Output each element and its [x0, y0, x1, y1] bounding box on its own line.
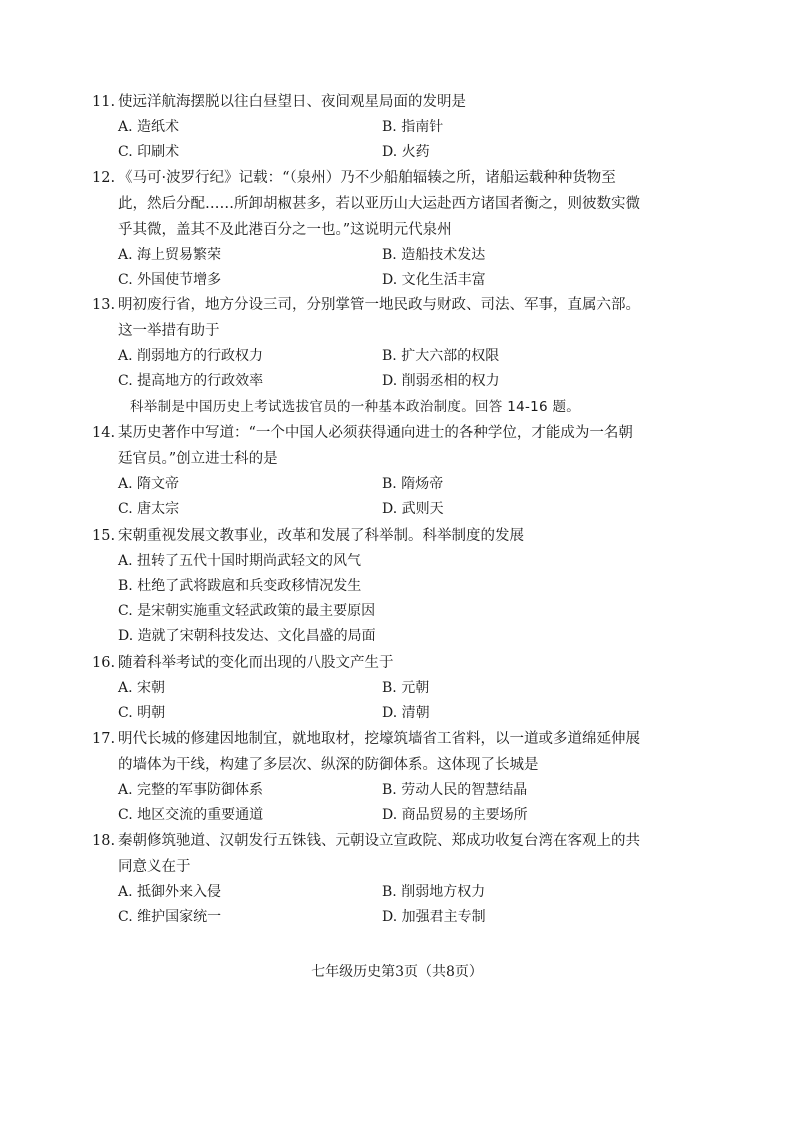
question-number: 15.: [92, 528, 116, 544]
option-row: [92, 778, 712, 803]
question-15: [92, 523, 712, 649]
question-number: 16.: [92, 655, 116, 671]
stem-line: 此，然后分配……所卸胡椒甚多，若以亚历山大运赴西方诸国者衡之，则彼数实微: [118, 196, 640, 212]
option-a[interactable]: A. 抵御外来入侵: [118, 884, 222, 900]
question-stem: [92, 89, 712, 115]
stem-line: 廷官员。”创立进士科的是: [118, 451, 278, 467]
option-d[interactable]: D. 清朝: [382, 705, 430, 721]
section-intro: 科举制是中国历史上考试选拔官员的一种基本政治制度。回答 14-16 题。: [130, 399, 581, 415]
option-row: [92, 880, 712, 905]
option-list: [92, 549, 712, 649]
option-d[interactable]: D. 造就了宋朝科技发达、文化昌盛的局面: [118, 628, 376, 644]
question-number: 13.: [92, 297, 116, 313]
question-12: [92, 165, 712, 293]
option-row: [92, 803, 712, 828]
stem-line: 宋朝重视发展文教事业，改革和发展了科举制。科举制度的发展: [118, 528, 524, 544]
option-a[interactable]: A. 隋文帝: [118, 476, 180, 492]
option-row: [92, 497, 712, 522]
stem-line: 明代长城的修建因地制宜，就地取材，挖壕筑墙省工省料，以一道或多道绵延伸展: [118, 731, 640, 747]
option-a[interactable]: A. 扭转了五代十国时期尚武轻文的风气: [118, 553, 362, 569]
option-c[interactable]: C. 唐太宗: [118, 501, 180, 517]
stem-line: 的墙体为干线，构建了多层次、纵深的防御体系。这体现了长城是: [118, 757, 539, 773]
question-16: [92, 650, 712, 726]
question-stem: [92, 165, 712, 243]
option-row: [92, 701, 712, 726]
question-13: [92, 292, 712, 394]
option-row: [92, 369, 712, 394]
option-b[interactable]: B. 削弱地方权力: [382, 884, 486, 900]
question-stem: [92, 292, 712, 344]
option-d[interactable]: D. 商品贸易的主要场所: [382, 807, 528, 823]
option-c[interactable]: C. 外国使节增多: [118, 272, 222, 288]
option-b[interactable]: B. 元朝: [382, 680, 430, 696]
option-row: [92, 115, 712, 140]
option-d[interactable]: D. 火药: [382, 144, 430, 160]
option-d[interactable]: D. 加强君主专制: [382, 909, 486, 925]
stem-line: 明初废行省，地方分设三司，分别掌管一地民政与财政、司法、军事，直属六部。: [118, 297, 640, 313]
stem-line: 同意义在于: [118, 859, 191, 875]
option-d[interactable]: D. 文化生活丰富: [382, 272, 486, 288]
stem-line: 随着科举考试的变化而出现的八股文产生于: [118, 655, 394, 671]
stem-line: 某历史著作中写道：“一个中国人必须获得通向进士的各种学位，才能成为一名朝: [118, 425, 633, 441]
option-b[interactable]: B. 扩大六部的权限: [382, 348, 500, 364]
option-b[interactable]: B. 隋炀帝: [382, 476, 444, 492]
option-c[interactable]: C. 提高地方的行政效率: [118, 373, 264, 389]
question-stem: [92, 650, 712, 676]
question-stem: [92, 420, 712, 472]
option-b[interactable]: B. 劳动人民的智慧结晶: [382, 782, 528, 798]
question-14: [92, 420, 712, 522]
option-a[interactable]: A. 海上贸易繁荣: [118, 247, 222, 263]
stem-line: 这一举措有助于: [118, 323, 220, 339]
question-stem: [92, 726, 712, 778]
option-b[interactable]: B. 杜绝了武将跋扈和兵变政移情况发生: [118, 578, 362, 594]
option-c[interactable]: C. 地区交流的重要通道: [118, 807, 264, 823]
question-number: 17.: [92, 731, 116, 747]
question-number: 18.: [92, 833, 116, 849]
option-a[interactable]: A. 削弱地方的行政权力: [118, 348, 264, 364]
question-number: 11.: [92, 94, 116, 110]
option-d[interactable]: D. 削弱丞相的权力: [382, 373, 500, 389]
question-11: [92, 89, 712, 165]
question-17: [92, 726, 712, 828]
option-c[interactable]: C. 印刷术: [118, 144, 180, 160]
question-stem: [92, 828, 712, 880]
option-a[interactable]: A. 宋朝: [118, 680, 166, 696]
option-row: [92, 268, 712, 293]
option-row: [92, 243, 712, 268]
page-footer: 七年级历史第3页（共8页）: [311, 964, 483, 980]
stem-line: 秦朝修筑驰道、汉朝发行五铢钱、元朝设立宣政院、郑成功收复台湾在客观上的共: [118, 833, 640, 849]
option-b[interactable]: B. 造船技术发达: [382, 247, 486, 263]
option-d[interactable]: D. 武则天: [382, 501, 444, 517]
option-a[interactable]: A. 完整的军事防御体系: [118, 782, 264, 798]
option-row: [92, 472, 712, 497]
option-row: [92, 140, 712, 165]
option-a[interactable]: A. 造纸术: [118, 119, 180, 135]
question-number: 12.: [92, 170, 116, 186]
stem-line: 《马可·波罗行纪》记载：“（泉州）乃不少船舶辐辏之所，诸船运载种种货物至: [118, 170, 616, 186]
question-stem: [92, 523, 712, 549]
option-c[interactable]: C. 是宋朝实施重文轻武政策的最主要原因: [118, 603, 376, 619]
question-number: 14.: [92, 425, 116, 441]
option-c[interactable]: C. 维护国家统一: [118, 909, 222, 925]
option-row: [92, 905, 712, 930]
option-c[interactable]: C. 明朝: [118, 705, 166, 721]
stem-line: 乎其微，盖其不及此港百分之一也。”这说明元代泉州: [118, 222, 452, 238]
option-row: [92, 344, 712, 369]
option-b[interactable]: B. 指南针: [382, 119, 444, 135]
option-row: [92, 676, 712, 701]
question-18: [92, 828, 712, 930]
stem-line: 使远洋航海摆脱以往白昼望日、夜间观星局面的发明是: [118, 94, 466, 110]
